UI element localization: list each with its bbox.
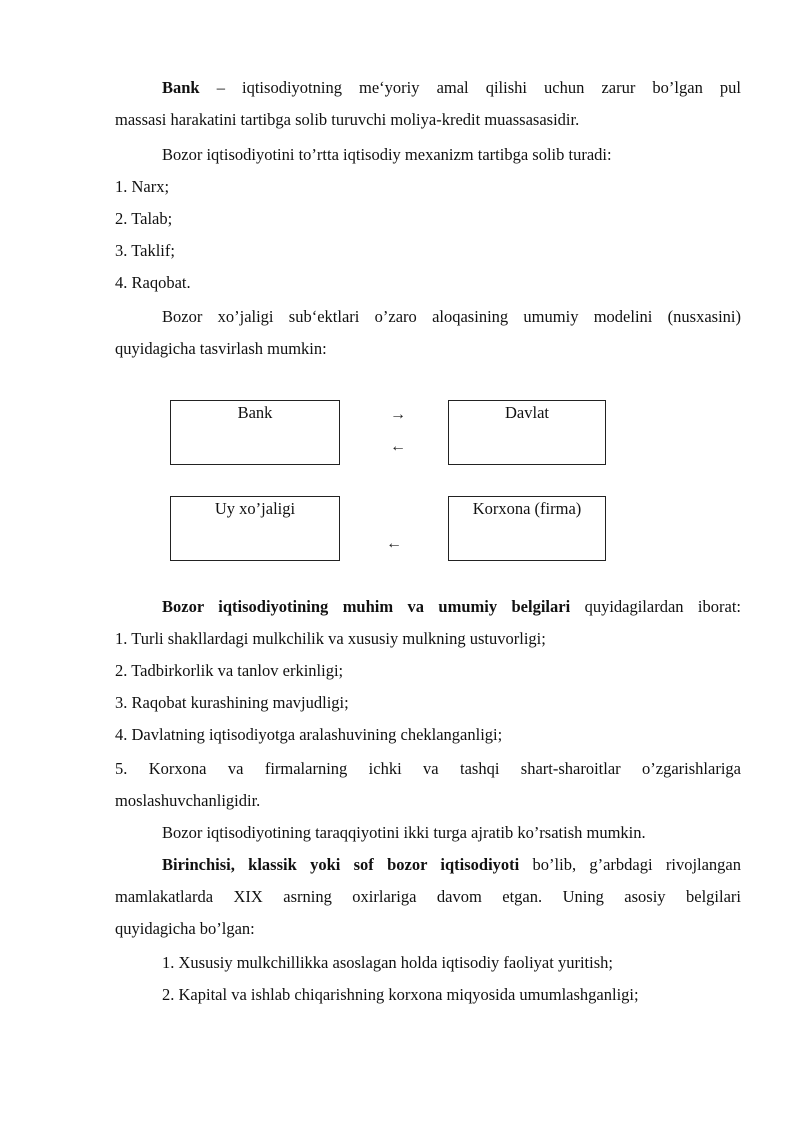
feature-item-4: 4. Davlatning iqtisodiyotga aralashuvining cheklanganligi; [115, 725, 503, 744]
feature-item-5-line-2: moslashuvchanligidir. [115, 791, 261, 810]
bank-definition-text: – iqtisodiyotning me‘yoriy amal qilishi uchun zarur bo’lgan pul [216, 78, 741, 97]
diagram-box-uy-label: Uy xo’jaligi [214, 499, 296, 518]
feature-item-5-line-1: 5. Korxona va firmalarning ichki va tashqi shart-sharoitlar o’zgarishlariga [115, 759, 741, 778]
arrow-left-icon: ← [390, 438, 406, 455]
bank-definition-line-1 [162, 78, 741, 98]
diagram-box-bank-label: Bank [237, 403, 273, 422]
feature-item-2: 2. Tadbirkorlik va tanlov erkinligi; [115, 661, 344, 680]
model-intro-line-1: Bozor xo’jaligi sub‘ektlari o’zaro aloqasining umumiy modelini (nusxasini) [162, 307, 741, 326]
mechanism-item-4: 4. Raqobat. [115, 273, 191, 292]
mechanism-intro: Bozor iqtisodiyotini to’rtta iqtisodiy mexanizm tartibga solib turadi: [162, 145, 612, 164]
classic-market-line-1 [162, 855, 741, 875]
model-intro-line-2: quyidagicha tasvirlash mumkin: [115, 339, 327, 358]
features-intro-rest: quyidagilardan iborat: [584, 597, 742, 616]
feature-item-3: 3. Raqobat kurashining mavjudligi; [115, 693, 349, 712]
diagram-box-davlat [448, 400, 606, 465]
diagram-box-korxona-label: Korxona (firma) [472, 499, 582, 518]
bank-definition-line-2: massasi harakatini tartibga solib turuvchi moliya-kredit muassasasidir. [115, 110, 580, 129]
classic-market-line-3: quyidagicha bo’lgan: [115, 919, 255, 938]
arrow-right-icon: → [390, 406, 406, 423]
arrow-left-bottom-icon: ← [386, 535, 402, 552]
classic-market-rest: bo’lib, g’arbdagi rivojlangan [532, 855, 742, 874]
diagram-box-korxona [448, 496, 606, 561]
classic-feature-item-1: 1. Xususiy mulkchillikka asoslagan holda iqtisodiy faoliyat yuritish; [162, 953, 613, 972]
mechanism-item-2: 2. Talab; [115, 209, 173, 228]
bank-term: Bank [162, 78, 200, 97]
features-intro-bold: Bozor iqtisodiyotining muhim va umumiy belgilari [162, 597, 571, 616]
classic-market-bold: Birinchisi, klassik yoki sof bozor iqtisodiyoti [162, 855, 520, 874]
feature-item-1: 1. Turli shakllardagi mulkchilik va xususiy mulkning ustuvorligi; [115, 629, 546, 648]
diagram-box-davlat-label: Davlat [505, 403, 549, 422]
mechanism-item-3: 3. Taklif; [115, 241, 175, 260]
classic-feature-item-2: 2. Kapital va ishlab chiqarishning korxona miqyosida umumlashganligi; [162, 985, 639, 1004]
mechanism-item-1: 1. Narx; [115, 177, 170, 196]
diagram-box-uy-xojaligi [170, 496, 340, 561]
classic-market-line-2: mamlakatlarda XIX asrning oxirlariga davom etgan. Uning asosiy belgilari [115, 887, 741, 906]
features-intro [162, 597, 741, 617]
development-types-intro: Bozor iqtisodiyotining taraqqiyotini ikki turga ajratib ko’rsatish mumkin. [162, 823, 646, 842]
diagram-box-bank [170, 400, 340, 465]
